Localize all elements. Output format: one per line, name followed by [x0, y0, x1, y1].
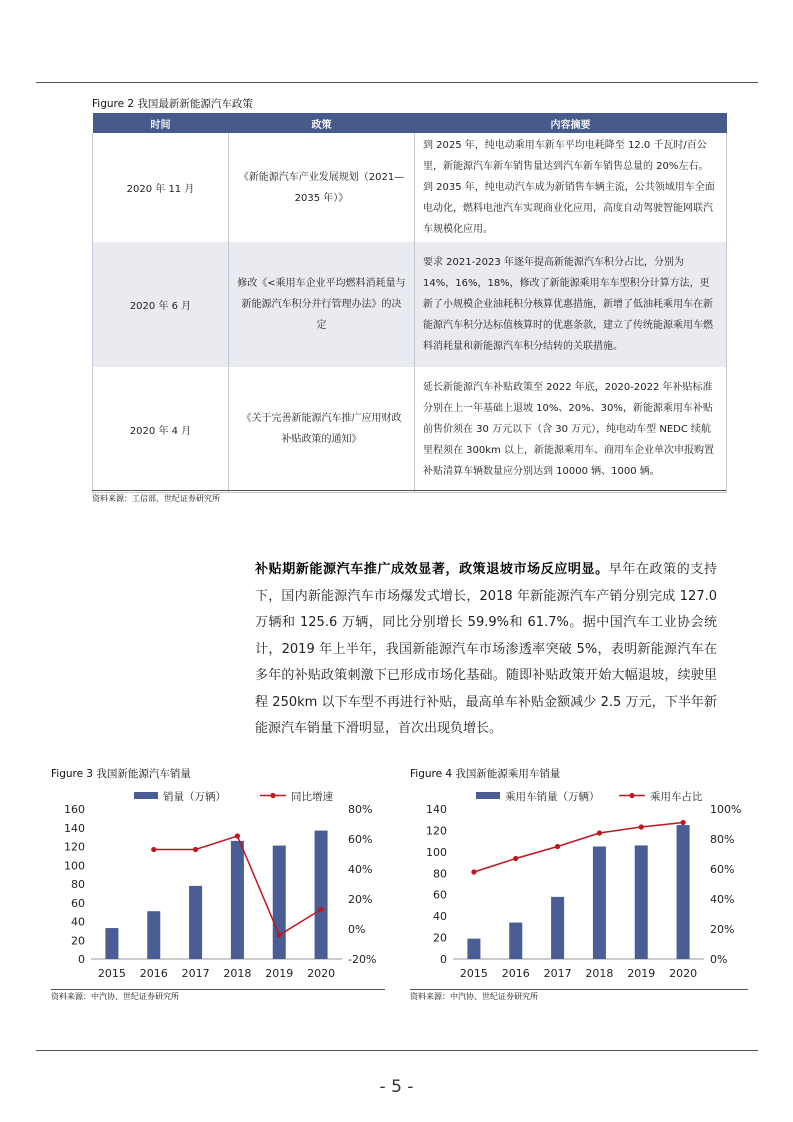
bar [593, 847, 606, 960]
row-date: 2020 年 6 月 [93, 242, 229, 367]
y-right-tick-label: 40% [710, 893, 735, 906]
x-tick-label: 2016 [139, 967, 168, 980]
line-point [639, 824, 644, 829]
y-right-tick-label: 60% [710, 863, 735, 876]
source-divider [410, 989, 748, 990]
figure2-title: Figure 2 我国最新新能源汽车政策 [92, 98, 253, 110]
row-summary: 延长新能源汽车补贴政策至 2022 年底，2020-2022 年补贴标准分别在上一年基础上退坡 10%、20%、30%，新能源乘用车补贴前售价须在 30 万元以下（含 30 万元），纯电动车型 NEDC 续航里程须在 300km 以上，新能源乘用车、商用车企业单次申报购置补贴清算车辆数量应分别达到 10000 辆、1000 辆。 [415, 367, 727, 492]
y-left-tick-label: 0 [440, 953, 447, 966]
source-divider [92, 490, 726, 491]
y-left-tick-label: 140 [426, 803, 447, 816]
bar [315, 831, 328, 959]
figure3-chart [42, 783, 387, 988]
figure3-title: Figure 3 我国新能源汽车销量 [51, 768, 191, 780]
y-right-tick-label: 80% [710, 833, 735, 846]
legend-line-marker [629, 793, 634, 798]
legend-bar-swatch [134, 792, 158, 799]
y-left-tick-label: 40 [433, 910, 447, 924]
y-right-tick-label: 0% [710, 953, 728, 966]
legend-line-label: 乘用车占比 [650, 791, 703, 803]
bar [231, 841, 244, 959]
y-left-tick-label: 40 [71, 915, 85, 929]
x-tick-label: 2016 [501, 967, 530, 980]
y-right-tick-label: 20% [710, 923, 735, 936]
y-right-tick-label: 20% [348, 893, 373, 906]
table-row [93, 367, 727, 492]
bottom-rule [36, 1050, 758, 1051]
line-point [555, 844, 560, 849]
y-left-tick-label: 0 [78, 953, 85, 966]
legend-bar-swatch [476, 792, 500, 799]
table-row [93, 242, 727, 367]
y-right-tick-label: 0% [348, 923, 366, 936]
line-point [513, 856, 518, 861]
row-summary: 到 2025 年，纯电动乘用车新车平均电耗降至 12.0 千瓦时/百公里，新能源汽车新车销售量达到汽车新车销售总量的 20%左右。到 2035 年，纯电动汽车成为新销售车辆主流，公共领域用车全面电动化，燃料电池汽车实现商业化应用，高度自动驾驶智能网联汽车规模化应用。 [415, 133, 727, 242]
line-point [471, 869, 476, 874]
legend-line-marker [270, 793, 275, 798]
line-point [235, 833, 240, 838]
figure3-source: 资料来源：中汽协、世纪证券研究所 [51, 992, 179, 1001]
bar [467, 939, 480, 959]
bar [147, 911, 160, 959]
bar [551, 897, 564, 959]
paragraph-body: 早年在政策的支持下，国内新能源汽车市场爆发式增长，2018 年新能源汽车产销分别完成 127.0 万辆和 125.6 万辆，同比分别增长 59.9%和 61.7%。据中国汽车工业协会统计，2019 年上半年，我国新能源汽车市场渗透率突破 5%，表明新能源汽车在多年的补贴政策刺激下已形成市场化基础。随即补贴政策开始大幅退坡，续驶里程 250km 以下车型不再进行补贴，最高单车补贴金额减少 2.5 万元，下半年新能源汽车销量下滑明显，首次出现负增长。 [255, 562, 717, 736]
row-date: 2020 年 11 月 [93, 133, 229, 242]
y-left-tick-label: 60 [71, 896, 85, 910]
x-tick-label: 2017 [543, 967, 572, 980]
x-tick-label: 2019 [627, 967, 656, 980]
y-left-tick-label: 140 [64, 821, 85, 835]
y-right-tick-label: -20% [348, 953, 377, 966]
bar [189, 886, 202, 959]
source-divider [51, 989, 385, 990]
x-tick-label: 2018 [585, 967, 614, 980]
body-paragraph [255, 557, 717, 743]
y-left-tick-label: 80 [71, 878, 85, 891]
line-point [193, 847, 198, 852]
y-left-tick-label: 60 [433, 888, 447, 902]
line-point [318, 907, 323, 912]
figure4-title: Figure 4 我国新能源乘用车销量 [410, 768, 561, 780]
bar [273, 846, 286, 959]
page-number: - 5 - [379, 1077, 414, 1097]
row-summary: 要求 2021-2023 年逐年提高新能源汽车积分占比，分别为 14%，16%，18%，修改了新能源乘用车车型积分计算方法，更新了小规模企业油耗积分核算优惠措施，新增了低油耗乘用车在新能源汽车积分达标值核算时的优惠条款，建立了传统能源乘用车燃料消耗量和新能源汽车积分结转的关联措施。 [415, 242, 727, 367]
series-line [474, 823, 683, 873]
y-left-tick-label: 100 [64, 859, 85, 873]
paragraph-lead: 补贴期新能源汽车推广成效显著，政策退坡市场反应明显。 [255, 562, 609, 577]
legend-bar-label: 销量（万辆） [163, 791, 226, 803]
y-right-tick-label: 60% [348, 833, 373, 846]
x-tick-label: 2015 [97, 967, 126, 980]
bar [105, 928, 118, 959]
line-point [680, 820, 685, 825]
row-policy: 修改《<乘用车企业平均燃料消耗量与新能源汽车积分并行管理办法》的决定 [229, 242, 415, 367]
header-policy: 政策 [229, 113, 415, 133]
header-summary: 内容摘要 [415, 113, 727, 133]
bar [677, 825, 690, 959]
x-tick-label: 2020 [307, 967, 336, 980]
y-left-tick-label: 80 [433, 867, 447, 881]
x-tick-label: 2017 [181, 967, 210, 980]
y-left-tick-label: 20 [433, 931, 447, 945]
bar [509, 923, 522, 959]
y-left-tick-label: 100 [426, 845, 447, 859]
y-left-tick-label: 20 [71, 934, 85, 948]
figure4-chart [404, 783, 749, 988]
x-tick-label: 2020 [669, 967, 698, 980]
table-row [93, 133, 727, 242]
x-tick-label: 2019 [265, 967, 294, 980]
figure4-source: 资料来源：中汽协、世纪证券研究所 [410, 992, 538, 1001]
top-rule [36, 82, 758, 83]
y-right-tick-label: 100% [710, 803, 742, 816]
bar [635, 845, 648, 959]
policy-table [92, 113, 727, 493]
header-date: 时间 [93, 113, 229, 133]
line-point [597, 830, 602, 835]
y-left-tick-label: 120 [426, 824, 447, 838]
line-point [151, 847, 156, 852]
row-policy: 《新能源汽车产业发展规划（2021—2035 年）》 [229, 133, 415, 242]
legend-line-label: 同比增速 [291, 791, 333, 803]
row-date: 2020 年 4 月 [93, 367, 229, 492]
y-right-tick-label: 80% [348, 803, 373, 816]
legend-bar-label: 乘用车销量（万辆） [505, 791, 600, 803]
x-tick-label: 2015 [459, 967, 488, 980]
row-policy: 《关于完善新能源汽车推广应用财政补贴政策的通知》 [229, 367, 415, 492]
y-left-tick-label: 120 [64, 840, 85, 854]
y-right-tick-label: 40% [348, 863, 373, 876]
y-left-tick-label: 160 [64, 803, 85, 816]
line-point [277, 932, 282, 937]
x-tick-label: 2018 [223, 967, 252, 980]
figure2-source: 资料来源：工信部、世纪证券研究所 [92, 494, 220, 503]
